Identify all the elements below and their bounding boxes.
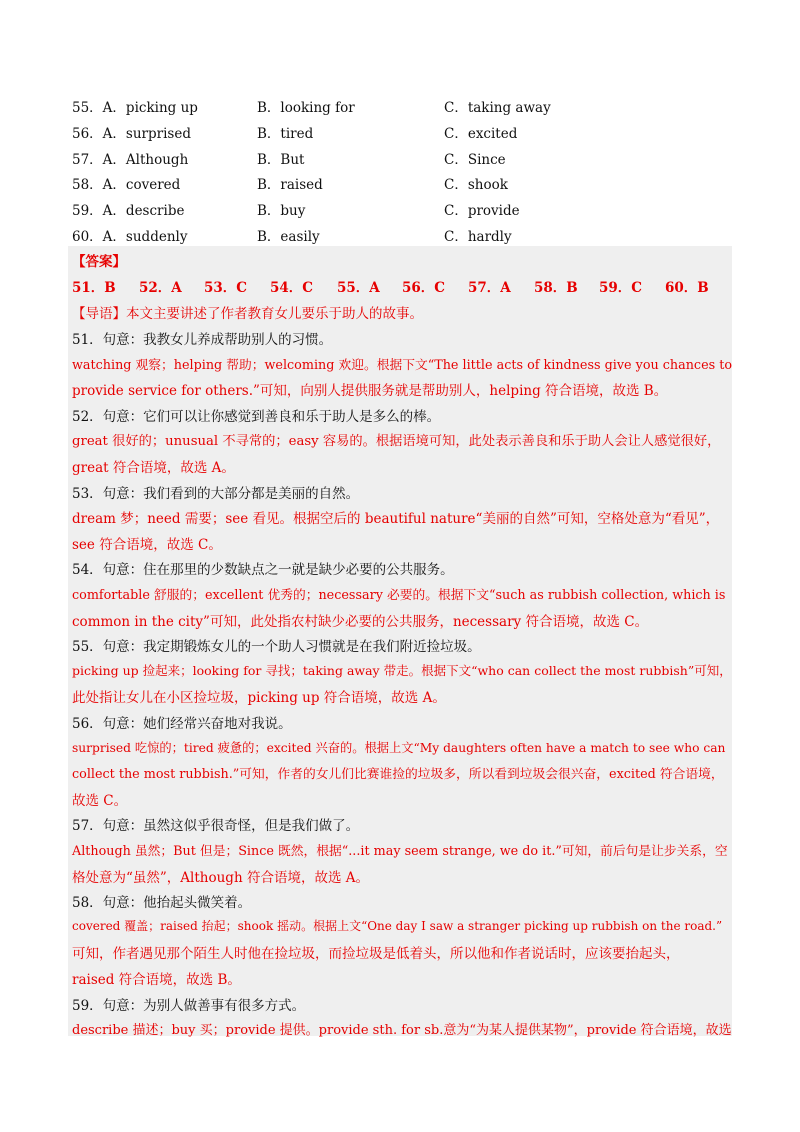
explanation-line: great 符合语境，故选 A。 [72,460,235,476]
option-row [72,223,732,249]
explanation-line: provide service for others.”可知，向别人提供服务就是帮助别人，helping 符合语境，故选 B。 [72,383,668,400]
explanation-line: Although 虽然；But 但是；Since 既然，根据“...it may seem strange, we do it.”可知，前后句是让步关系，空 [72,844,728,859]
option-row [72,146,732,172]
explanation-line: 53．句意：我们看到的大部分都是美丽的自然。 [72,485,360,502]
explanation-line: collect the most rubbish.”可知，作者的女儿们比赛谁捡的垃圾多，所以看到垃圾会很兴奋，excited 符合语境， [72,767,724,783]
option-b: B．raised [257,177,323,194]
answer-key: 53．C [204,280,248,296]
option-row [72,94,732,120]
option-a: 57．A．Although [72,151,189,168]
explanation-line: 58．句意：他抬起头微笑着。 [72,895,252,912]
explanation-line: 59．句意：为别人做善事有很多方式。 [72,997,306,1014]
explanation-line: 格处意为“虽然”，Although 符合语境，故选 A。 [72,869,369,886]
answer-key: 56．C [402,280,446,296]
option-b: B．But [257,151,305,168]
options-list [72,94,732,249]
answer-key: 60．B [665,280,709,296]
option-b: B．looking for [257,100,355,116]
explanation-line: surprised 吃惊的；tired 疲惫的；excited 兴奋的。根据上文“My daughters often have a match to see who can [72,740,726,755]
explanation-line: comfortable 舒服的；excellent 优秀的；necessary 必要的。根据下文“such as rubbish collection, which is [72,588,726,603]
option-a: 55．A．picking up [72,100,198,116]
answer-section [68,246,733,1039]
option-a: 56．A．surprised [72,125,191,142]
option-b: B．buy [257,203,306,220]
answer-key: 55．A [337,280,380,296]
option-row [72,197,732,223]
option-b: B．tired [257,125,314,142]
explanation-line: see 符合语境，故选 C。 [72,536,222,553]
option-a: 59．A．describe [72,203,185,220]
explanation-line: dream 梦；need 需要；see 看见。根据空后的 beautiful nature“美丽的自然”可知，空格处意为“看见”， [72,511,720,528]
explanation-line: 故选 C。 [72,792,128,809]
option-c: C．provide [444,203,520,220]
explanation-line: 可知，作者遇见那个陌生人时他在捡垃圾，而捡垃圾是低着头，所以他和作者说话时，应该要抬起头， [72,946,680,963]
explanation-line: describe 描述；buy 买；provide 提供。provide sth. for sb.意为“为某人提供某物”，provide 符合语境，故选 [72,1023,732,1039]
option-a: 58．A．covered [72,177,181,194]
option-row [72,120,732,146]
explanation-line: 57．句意：虽然这似乎很奇怪，但是我们做了。 [72,818,360,835]
option-c: C．Since [444,151,506,168]
option-b: B．easily [257,228,320,245]
answer-key: 52．A [139,280,182,296]
answer-key: 58．B [534,280,578,296]
explanation-line: watching 观察；helping 帮助；welcoming 欢迎。根据下文“The little acts of kindness give you chances to [72,357,733,373]
answer-key: 51．B [72,280,116,296]
explanation-line: 56．句意：她们经常兴奋地对我说。 [72,716,292,732]
answer-keys [72,276,732,296]
option-a: 60．A．suddenly [72,228,188,245]
explanation-line: 54．句意：住在那里的少数缺点之一就是缺少必要的公共服务。 [72,562,454,579]
explanation-line: 此处指让女儿在小区捡垃圾，picking up 符合语境，故选 A。 [72,690,446,707]
answer-key: 54．C [270,280,314,296]
option-row [72,171,732,197]
option-c: C．taking away [444,100,551,116]
explanation-line: common in the city”可知，此处指农村缺少必要的公共服务，necessary 符合语境，故选 C。 [72,613,649,630]
intro-text: 【导语】本文主要讲述了作者教育女儿要乐于助人的故事。 [72,306,423,322]
option-c: C．shook [444,177,508,194]
answer-header: 【答案】 [72,254,126,270]
explanation-line: 51．句意：我教女儿养成帮助别人的习惯。 [72,332,333,348]
explanation-line: picking up 捡起来；looking for 寻找；taking away 带走。根据下文“who can collect the most rubbish”可知， [72,662,732,678]
explanation-line: 55．句意：我定期锻炼女儿的一个助人习惯就是在我们附近捡垃圾。 [72,639,481,656]
explanation-line: covered 覆盖；raised 抬起；shook 摇动。根据上文“One day I saw a stranger picking up rubbish on the road.” [72,918,723,933]
option-c: C．hardly [444,228,512,245]
answer-key: 57．A [468,280,511,296]
explanation-line: raised 符合语境，故选 B。 [72,972,241,988]
explanation-line: 52．句意：它们可以让你感觉到善良和乐于助人是多么的棒。 [72,408,441,425]
answer-key: 59．C [599,280,643,296]
option-c: C．excited [444,125,518,142]
explanation-line: great 很好的；unusual 不寻常的；easy 容易的。根据语境可知，此处表示善良和乐于助人会让人感觉很好， [72,434,721,450]
